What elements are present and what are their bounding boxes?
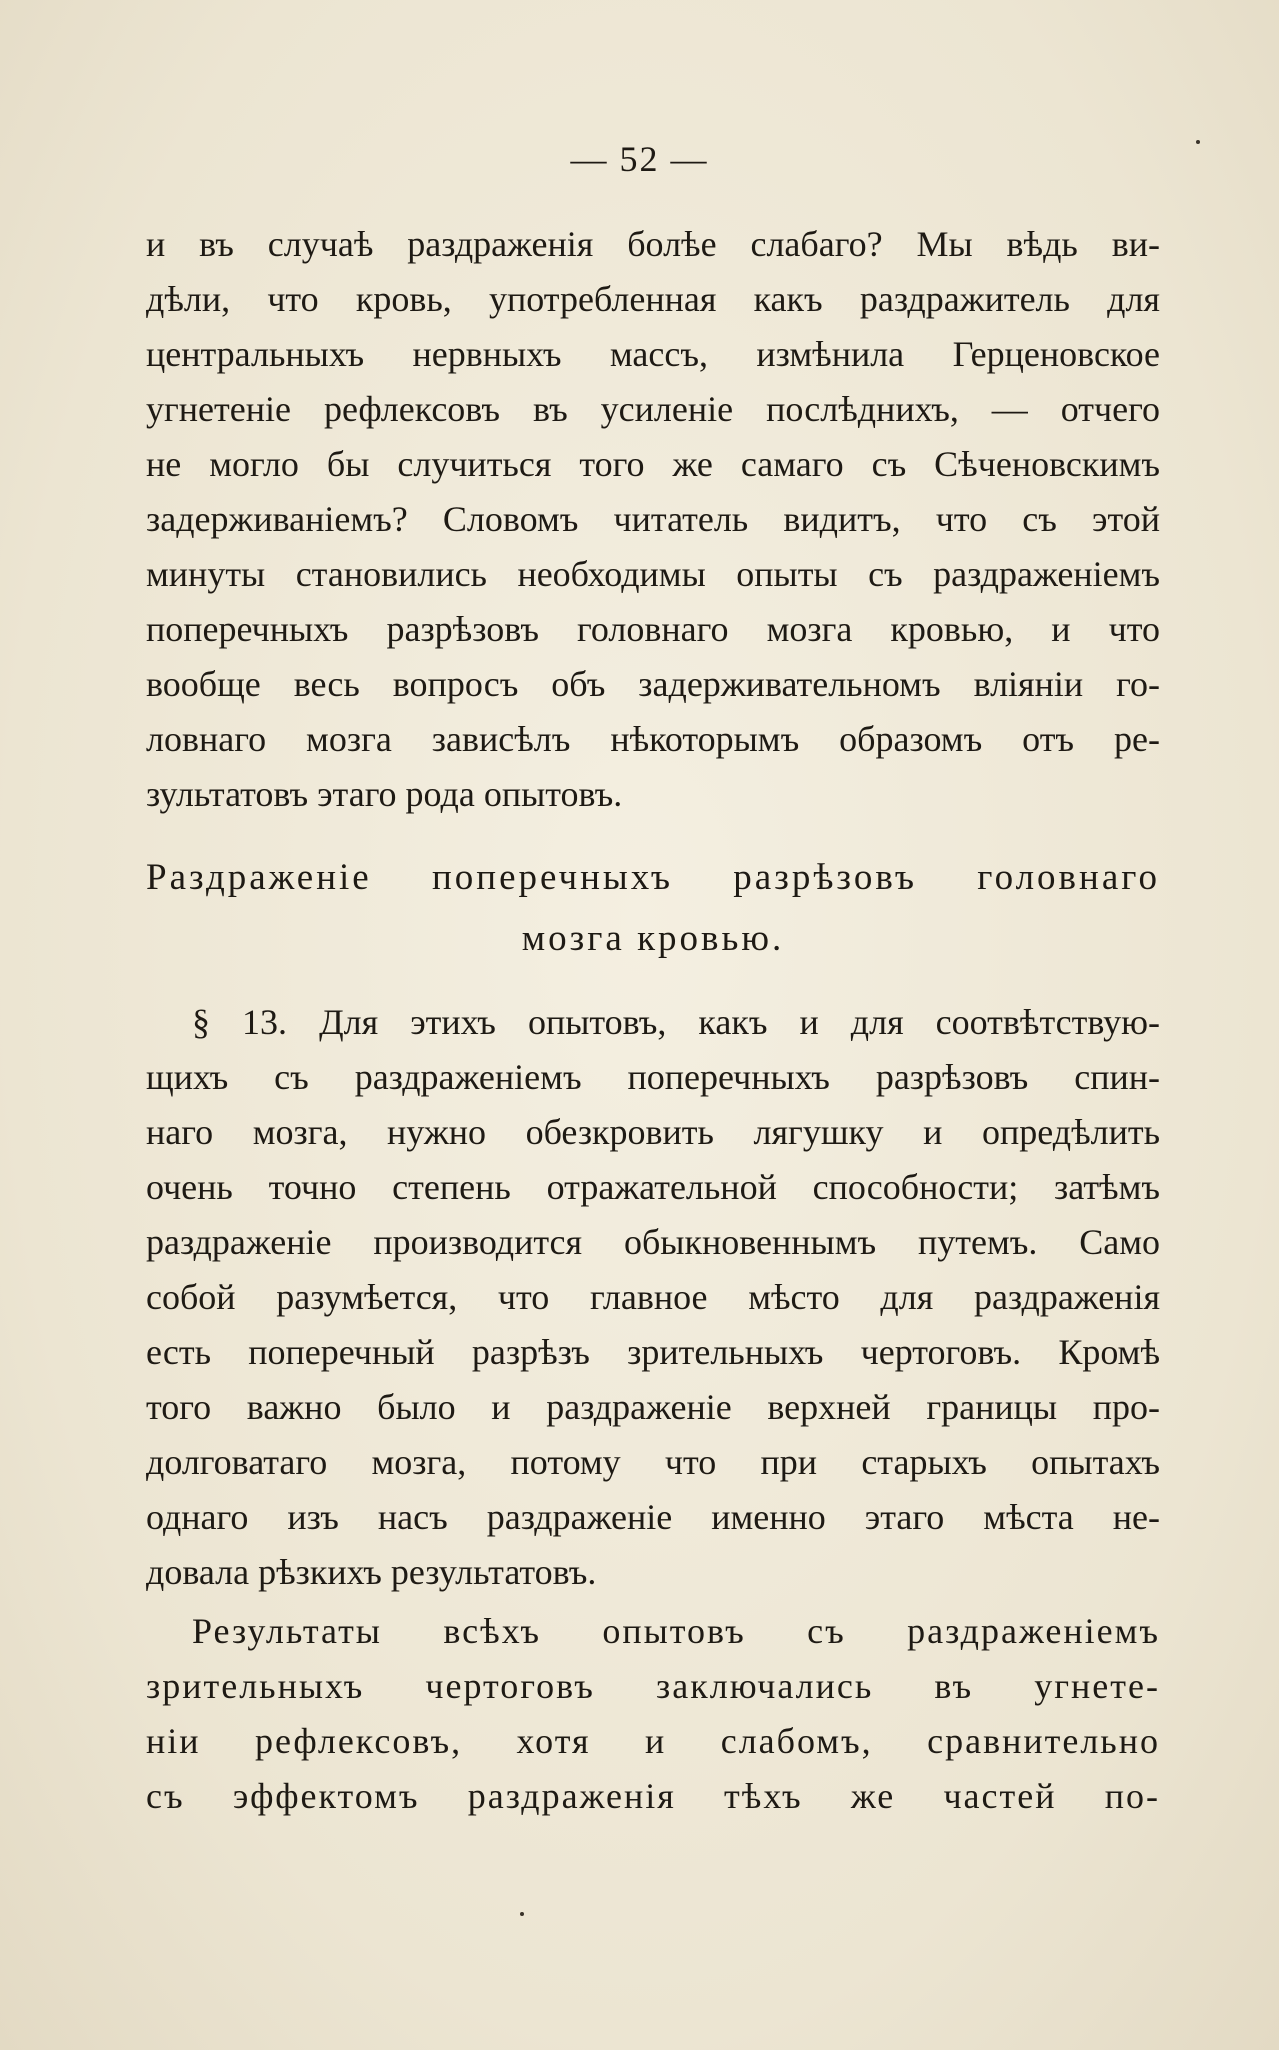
section-heading-line-2: мозга кровью.: [521, 918, 785, 959]
paragraph-1-line: вообще весь вопросъ объ задерживательномъ вліяніи го-: [146, 664, 1160, 704]
paragraph-1-line: минуты становились необходимы опыты съ раздраженіемъ: [146, 554, 1160, 594]
paragraph-1-line: ловнаго мозга зависѣлъ нѣкоторымъ образомъ отъ ре-: [146, 719, 1160, 759]
paragraph-2-line: очень точно степень отражательной способности; затѣмъ: [146, 1167, 1160, 1207]
paragraph-2-line: есть поперечный разрѣзъ зрительныхъ чертоговъ. Кромѣ: [146, 1332, 1160, 1372]
paragraph-1-line: зультатовъ этаго рода опытовъ.: [146, 774, 623, 814]
paragraph-1-line: задерживаніемъ? Словомъ читатель видитъ, что съ этой: [146, 499, 1160, 539]
paragraph-1-line: поперечныхъ разрѣзовъ головнаго мозга кровью, и что: [146, 609, 1160, 649]
paragraph-1-line: угнетеніе рефлексовъ въ усиленіе послѣднихъ, — отчего: [146, 389, 1160, 429]
paragraph-2-line: наго мозга, нужно обезкровить лягушку и опредѣлить: [146, 1112, 1160, 1152]
paragraph-2-line: § 13. Для этихъ опытовъ, какъ и для соотвѣтствую-: [192, 1002, 1160, 1042]
paragraph-3-line: съ эффектомъ раздраженія тѣхъ же частей по-: [146, 1776, 1160, 1816]
paragraph-3-line: ніи рефлексовъ, хотя и слабомъ, сравнительно: [146, 1721, 1160, 1761]
ink-speck: [520, 1912, 524, 1916]
paragraph-2-line: однаго изъ насъ раздраженіе именно этаго мѣста не-: [146, 1497, 1160, 1537]
paragraph-1-line: не могло бы случиться того же самаго съ Сѣченовскимъ: [146, 444, 1160, 484]
paragraph-1-line: центральныхъ нервныхъ массъ, измѣнила Герценовское: [146, 334, 1160, 374]
section-heading-line-1: Раздраженіе поперечныхъ разрѣзовъ головнаго: [146, 857, 1160, 898]
paragraph-2-line: щихъ съ раздраженіемъ поперечныхъ разрѣзовъ спин-: [146, 1057, 1160, 1097]
paragraph-3-line: зрительныхъ чертоговъ заключались въ угнете-: [146, 1666, 1160, 1706]
page-number: — 52 —: [570, 139, 709, 179]
paragraph-2-line: того важно было и раздраженіе верхней границы про-: [146, 1387, 1160, 1427]
ink-speck: [1196, 140, 1200, 144]
paragraph-2-line: долговатаго мозга, потому что при старыхъ опытахъ: [146, 1442, 1160, 1482]
paragraph-3-line: Результаты всѣхъ опытовъ съ раздраженіемъ: [192, 1611, 1160, 1651]
paragraph-1-line: дѣли, что кровь, употребленная какъ раздражитель для: [146, 279, 1160, 319]
paragraph-2-line: раздраженіе производится обыкновеннымъ путемъ. Само: [146, 1222, 1160, 1262]
paragraph-1-line: и въ случаѣ раздраженія болѣе слабаго? Мы вѣдь ви-: [146, 224, 1160, 264]
paragraph-2-line: собой разумѣется, что главное мѣсто для раздраженія: [146, 1277, 1160, 1317]
paragraph-2-line: довала рѣзкихъ результатовъ.: [146, 1552, 597, 1592]
